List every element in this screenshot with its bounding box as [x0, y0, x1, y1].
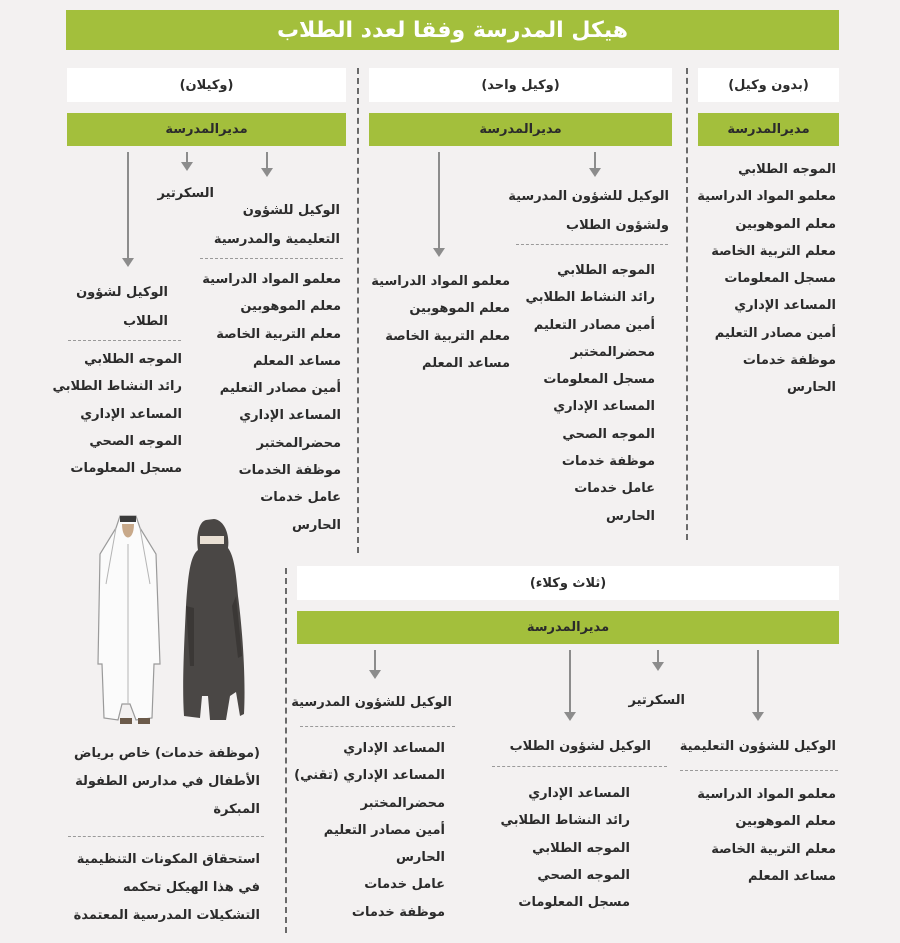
list-item: معلمو المواد الدراسية [697, 787, 836, 802]
entitlement-note: استحقاق المكونات التنظيمية في هذا الهيكل تحكمه التشكيلات المدرسية المعتمدة [73, 852, 260, 923]
column-separator [686, 68, 688, 540]
list-item: الموجه الطلابي [738, 162, 836, 177]
header-three-deputies: (ثلاث وكلاء) [297, 566, 839, 600]
list-item: مسجل المعلومات [518, 895, 630, 911]
list-item: معلم التربية الخاصة [711, 841, 836, 857]
deputy-staff-list [202, 266, 341, 539]
list-item: الحارس [395, 850, 445, 866]
teachers-list [371, 268, 510, 377]
kindergarten-note: (موظفة خدمات) خاص برياض الأطفال في مدارس الطفولة المبكرة [74, 746, 260, 817]
deputy-staff-list [500, 780, 630, 916]
list-item: معلم الموهوبين [735, 814, 836, 830]
arrow-down-icon [260, 152, 274, 177]
arrow-down-icon [588, 152, 602, 177]
list-item: موظفة خدمات [561, 454, 655, 470]
deputy-staff-list [52, 346, 182, 482]
arrow-down-icon [180, 152, 194, 171]
list-item: أمين مصادر التعليم [714, 325, 836, 341]
list-item: معلمو المواد الدراسية [697, 189, 836, 205]
list-item: معلم التربية الخاصة [385, 328, 510, 344]
list-item: أمين مصادر التعليم [323, 822, 445, 838]
list-item: مساعد المعلم [253, 353, 341, 369]
list-item: رائد النشاط الطلابي [525, 290, 655, 306]
divider [492, 766, 667, 767]
list-item: موظفة خدمات [351, 904, 445, 920]
arrow-down-icon [432, 152, 446, 257]
list-item: محضرالمختبر [360, 795, 445, 811]
principal-box: مديرالمدرسة [369, 113, 672, 146]
list-item: المساعد الإداري [239, 408, 341, 424]
arrow-down-icon [751, 650, 765, 721]
list-item: الموجه الطلابي [84, 352, 182, 367]
list-item: المساعد الإداري [734, 298, 836, 314]
list-item: أمين مصادر التعليم [533, 317, 655, 333]
list-item: الموجه الصحي [562, 426, 655, 442]
list-item: أمين مصادر التعليم [219, 381, 341, 397]
arrow-down-icon [563, 650, 577, 721]
list-item: مساعد المعلم [422, 355, 510, 371]
man-in-thobe-figure [96, 514, 162, 728]
divider [200, 258, 343, 259]
divider [680, 770, 838, 771]
list-item: المساعد الإداري [553, 399, 655, 415]
deputy-staff-list [294, 735, 445, 926]
divider [68, 340, 181, 341]
list-item: معلمو المواد الدراسية [371, 274, 510, 289]
list-item: الحارس [291, 517, 341, 533]
woman-in-abaya-figure [180, 516, 248, 728]
divider [68, 836, 264, 837]
list-item: معلم الموهوبين [240, 299, 341, 315]
column-separator [357, 68, 359, 553]
header-two-deputies: (وكيلان) [67, 68, 346, 102]
list-item: الموجه الصحي [537, 867, 630, 883]
list-item: الحارس [786, 380, 836, 396]
list-item: عامل خدمات [574, 481, 655, 497]
list-item: محضرالمختبر [570, 344, 655, 360]
deputy-staff-list [697, 781, 836, 890]
column-separator [285, 568, 287, 933]
deputy-label: الوكيل لشؤون الطلاب [509, 739, 651, 754]
deputy-label: الوكيل للشؤون التعليمية والمدرسية [213, 203, 340, 247]
arrow-down-icon [121, 152, 135, 267]
list-item: معلم التربية الخاصة [216, 326, 341, 342]
principal-box: مديرالمدرسة [67, 113, 346, 146]
list-item: موظفة خدمات [742, 353, 836, 369]
list-item: موظفة الخدمات [238, 463, 341, 479]
header-no-deputy: (بدون وكيل) [698, 68, 839, 102]
deputy-staff-list [525, 257, 655, 530]
list-item: الموجه الصحي [89, 433, 182, 449]
list-item: رائد النشاط الطلابي [52, 379, 182, 395]
deputy-label: الوكيل لشؤون الطلاب [76, 285, 168, 329]
list-item: معلم التربية الخاصة [711, 243, 836, 259]
divider [300, 726, 455, 727]
secretary-label: السكرتير [157, 186, 214, 201]
principal-box: مديرالمدرسة [698, 113, 839, 146]
list-item: مسجل المعلومات [724, 271, 836, 287]
list-item: المساعد الإداري [528, 786, 630, 801]
list-item: معلمو المواد الدراسية [202, 272, 341, 287]
principal-box: مديرالمدرسة [297, 611, 839, 644]
list-item: المساعد الإداري [80, 406, 182, 422]
deputy-label: الوكيل للشؤون التعليمية [679, 739, 836, 754]
list-item: عامل خدمات [260, 490, 341, 506]
list-item: الموجه الطلابي [557, 263, 655, 278]
divider [516, 244, 668, 245]
page-title: هيكل المدرسة وفقا لعدد الطلاب [66, 10, 839, 50]
list-item: المساعد الإداري (تقني) [294, 768, 445, 784]
list-item: مسجل المعلومات [543, 372, 655, 388]
arrow-down-icon [368, 650, 382, 679]
header-one-deputy: (وكيل واحد) [369, 68, 672, 102]
list-item: الحارس [605, 508, 655, 524]
staff-list-no-deputy [697, 156, 836, 402]
list-item: مساعد المعلم [748, 868, 836, 884]
list-item: مسجل المعلومات [70, 461, 182, 477]
arrow-down-icon [651, 650, 665, 671]
deputy-label: الوكيل للشؤون المدرسية [291, 695, 452, 710]
list-item: معلم الموهوبين [735, 216, 836, 232]
list-item: معلم الموهوبين [409, 301, 510, 317]
list-item: محضرالمختبر [256, 435, 341, 451]
list-item: رائد النشاط الطلابي [500, 813, 630, 829]
secretary-label: السكرتير [628, 693, 685, 708]
list-item: عامل خدمات [364, 877, 445, 893]
list-item: الموجه الطلابي [532, 840, 630, 856]
list-item: المساعد الإداري [343, 741, 445, 756]
deputy-label: الوكيل للشؤون المدرسية ولشؤون الطلاب [508, 189, 669, 233]
